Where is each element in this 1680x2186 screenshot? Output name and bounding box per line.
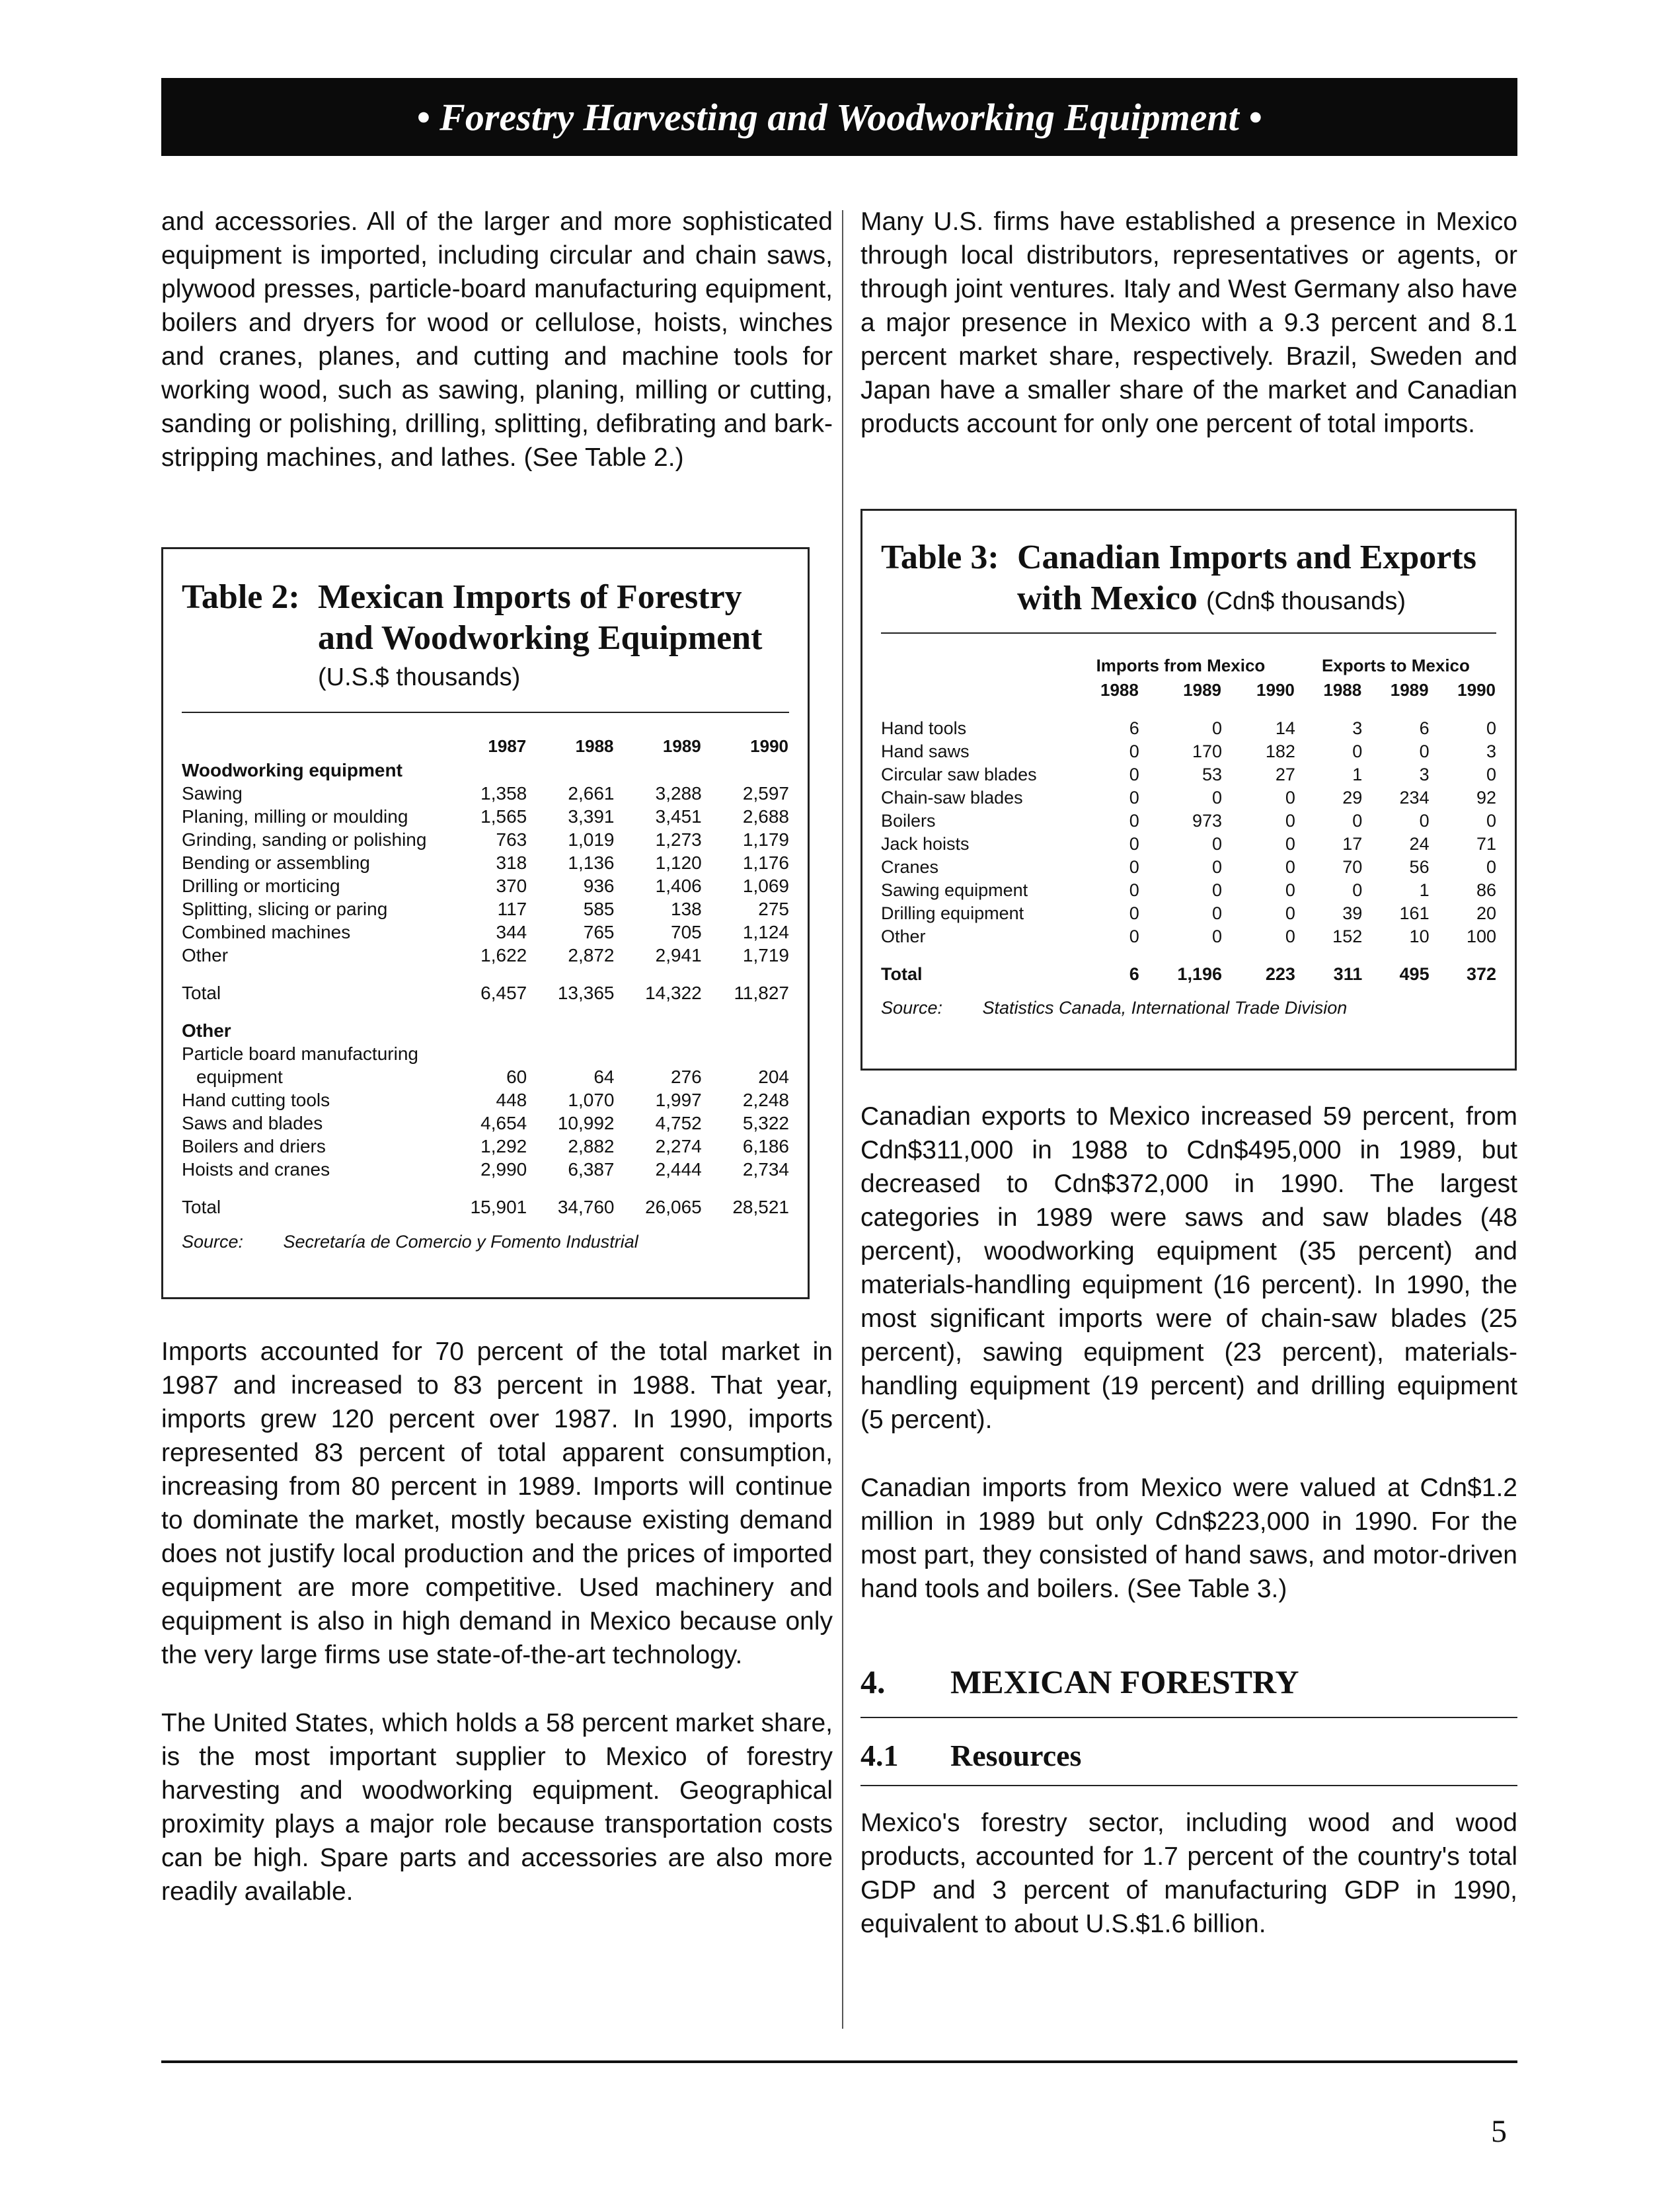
table-cell: 0 — [1486, 857, 1496, 877]
table-cell: 1,124 — [742, 922, 789, 942]
table-cell: 973 — [1192, 811, 1222, 831]
table-2-source — [182, 1232, 789, 1252]
table-cell: 1,622 — [480, 945, 527, 965]
section-41-number: 4.1 — [860, 1739, 899, 1772]
table-cell: 182 — [1265, 741, 1295, 761]
table-3-year: 1988 — [1100, 680, 1139, 700]
table-cell: 0 — [1285, 880, 1295, 900]
table-row-label: Total — [182, 983, 221, 1003]
running-header — [161, 78, 1517, 156]
table-cell: 1,273 — [655, 829, 702, 850]
table-cell: 0 — [1211, 903, 1222, 923]
table-cell: 17 — [1342, 834, 1363, 854]
right-paragraph-4: Mexico's forestry sector, including wood and wood products, accounted for 1.7 percent of the country's total GDP and 3 percent of manufacturing GDP in 1990, equivalent to about U.S.$1.6 billion. — [860, 1809, 1517, 1938]
footer-rule — [161, 2060, 1517, 2063]
table-row — [881, 786, 1496, 810]
table-cell: 1,120 — [655, 852, 702, 873]
table-cell: 2,444 — [655, 1159, 702, 1180]
table-cell: 0 — [1129, 788, 1139, 808]
table-row-label: Hand tools — [881, 718, 967, 738]
table-3-year: 1988 — [1323, 680, 1362, 700]
table-cell: 0 — [1211, 788, 1222, 808]
table-3-group-exports: Exports to Mexico — [1321, 656, 1470, 675]
table-row-label: Jack hoists — [881, 834, 970, 854]
table-cell: 0 — [1129, 880, 1139, 900]
table-row — [881, 717, 1496, 740]
table-cell: 495 — [1399, 964, 1430, 984]
table-row — [182, 1158, 789, 1181]
table-cell: 1,997 — [655, 1090, 702, 1110]
table-cell: 1,565 — [480, 806, 527, 827]
table-row-label: Hand saws — [881, 741, 970, 761]
table-row-label: Total — [182, 1197, 221, 1217]
table-cell: 0 — [1419, 811, 1430, 831]
table-cell: 39 — [1342, 903, 1363, 923]
table-cell: 152 — [1332, 926, 1363, 946]
left-paragraph-2: Imports accounted for 70 percent of the total market in 1987 and increased to 83 percent in 1988. That year, imports grew 120 percent over 1987. In 1990, imports represented 83 percent of total apparent consumption, increasing from 80 percent in 1989. Imports will continue to dominate the market, mostly because existing demand does not justify local production and the prices of imported equipment are more competitive. Used machinery and equipment is also in high demand in Mexico because only the very large firms use state-of-the-art technology. — [161, 1338, 833, 1669]
table-row-label: Other — [182, 945, 229, 965]
section-4-heading — [860, 1663, 1517, 1701]
table-cell: 0 — [1486, 718, 1496, 738]
table-3-source-text: Statistics Canada, International Trade Division — [982, 998, 1348, 1018]
table-cell: 11,827 — [734, 983, 789, 1003]
table-row-label: Total — [881, 964, 923, 984]
table-cell: 276 — [671, 1067, 702, 1087]
table-3-group-row — [881, 654, 1496, 678]
table-cell: 70 — [1342, 857, 1363, 877]
table-row-label: Hoists and cranes — [182, 1159, 330, 1180]
table-cell: 100 — [1466, 926, 1496, 946]
table-row-label: equipment — [196, 1067, 283, 1087]
table-cell: 4,654 — [480, 1113, 527, 1133]
table-row — [182, 851, 789, 874]
table-3-year: 1989 — [1183, 680, 1221, 700]
table-cell: 27 — [1275, 765, 1295, 784]
table-cell: 28,521 — [732, 1197, 789, 1217]
table-row — [182, 1112, 789, 1135]
table-cell: 6 — [1129, 964, 1139, 984]
table-cell: 92 — [1476, 788, 1496, 808]
table-row-label: Sawing — [182, 783, 243, 804]
table-2-section-label: Other — [182, 1020, 231, 1041]
table-row — [881, 963, 1496, 986]
table-cell: 53 — [1202, 765, 1222, 784]
table-row — [182, 1088, 789, 1112]
table-cell: 448 — [496, 1090, 527, 1110]
section-41-heading — [860, 1738, 1517, 1773]
table-cell: 372 — [1466, 964, 1496, 984]
table-2 — [161, 547, 810, 1299]
table-cell: 6,387 — [568, 1159, 615, 1180]
table-row-label: Hand cutting tools — [182, 1090, 330, 1110]
table-row — [182, 805, 789, 828]
table-cell: 1 — [1352, 765, 1363, 784]
table-cell: 234 — [1399, 788, 1430, 808]
table-cell: 60 — [506, 1067, 527, 1087]
table-2-year: 1989 — [662, 736, 701, 756]
table-cell: 318 — [496, 852, 527, 873]
table-cell: 0 — [1211, 718, 1222, 738]
table-cell: 0 — [1419, 741, 1430, 761]
table-cell: 2,872 — [568, 945, 615, 965]
table-cell: 0 — [1352, 880, 1363, 900]
table-cell: 1,196 — [1177, 964, 1222, 984]
table-cell: 1,136 — [568, 852, 615, 873]
table-cell: 6 — [1129, 718, 1139, 738]
table-cell: 3 — [1486, 741, 1496, 761]
table-3-group-imports: Imports from Mexico — [1096, 656, 1266, 675]
table-cell: 13,365 — [557, 983, 615, 1003]
table-cell: 1,069 — [742, 876, 789, 896]
table-cell: 585 — [583, 899, 615, 919]
table-3-year-row — [881, 678, 1496, 702]
table-cell: 763 — [496, 829, 527, 850]
table-cell: 56 — [1409, 857, 1430, 877]
table-2-year: 1990 — [750, 736, 788, 756]
table-cell: 2,882 — [568, 1136, 615, 1156]
section-41-rule — [860, 1785, 1517, 1786]
table-cell: 2,990 — [480, 1159, 527, 1180]
table-row — [881, 833, 1496, 856]
table-row-label: Splitting, slicing or paring — [182, 899, 388, 919]
table-3-year: 1990 — [1457, 680, 1496, 700]
table-row — [881, 879, 1496, 902]
table-cell: 64 — [593, 1067, 615, 1087]
right-paragraph-1: Many U.S. firms have established a presence in Mexico through local distributors, representatives or agents, or through joint ventures. Italy and West Germany also have a major presence in Mexico with a 9.3 percent and 8.1 percent market share, respectively. Brazil, Sweden and Japan have a smaller share of the market and Canadian products account for only one percent of total imports. — [860, 207, 1517, 438]
table-cell: 29 — [1342, 788, 1363, 808]
table-cell: 24 — [1409, 834, 1430, 854]
table-2-row-label: Particle board manufacturing — [182, 1043, 418, 1064]
table-cell: 0 — [1129, 926, 1139, 946]
table-row-label: Drilling equipment — [881, 903, 1024, 923]
table-cell: 3 — [1419, 765, 1430, 784]
table-cell: 0 — [1285, 903, 1295, 923]
section-4-number: 4. — [860, 1663, 886, 1700]
table-2-rule — [182, 712, 789, 713]
table-row — [182, 1065, 789, 1088]
table-cell: 117 — [497, 899, 527, 919]
table-3-year: 1990 — [1256, 680, 1295, 700]
table-cell: 14,322 — [645, 983, 702, 1003]
table-cell: 0 — [1285, 926, 1295, 946]
table-row — [881, 810, 1496, 833]
table-row — [182, 828, 789, 851]
table-3-title-line1: Canadian Imports and Exports — [1017, 539, 1476, 576]
table-cell: 2,661 — [568, 783, 615, 804]
table-cell: 0 — [1285, 788, 1295, 808]
table-cell: 936 — [583, 876, 615, 896]
table-cell: 20 — [1476, 903, 1496, 923]
table-cell: 6,186 — [742, 1136, 789, 1156]
section-4-rule — [860, 1717, 1517, 1718]
table-cell: 1,406 — [655, 876, 702, 896]
table-row-label: Combined machines — [182, 922, 351, 942]
table-cell: 5,322 — [742, 1113, 789, 1133]
table-cell: 765 — [583, 922, 615, 942]
table-2-label: Table 2: — [182, 578, 300, 616]
table-cell: 0 — [1211, 834, 1222, 854]
table-cell: 275 — [758, 899, 789, 919]
table-2-unit: (U.S.$ thousands) — [318, 663, 521, 691]
table-cell: 4,752 — [655, 1113, 702, 1133]
table-row-label: Boilers — [881, 811, 936, 831]
table-row — [182, 897, 789, 921]
table-3 — [860, 509, 1517, 1071]
table-row-label: Drilling or morticing — [182, 876, 340, 896]
table-row — [182, 981, 789, 1004]
table-row-label: Circular saw blades — [881, 765, 1037, 784]
table-2-source-label: Source: — [182, 1232, 244, 1252]
table-cell: 0 — [1211, 857, 1222, 877]
table-3-year: 1989 — [1390, 680, 1429, 700]
table-cell: 1,176 — [742, 852, 789, 873]
table-cell: 1,179 — [742, 829, 789, 850]
table-row-label: Bending or assembling — [182, 852, 370, 873]
table-cell: 0 — [1211, 880, 1222, 900]
table-row-label: Saws and blades — [182, 1113, 323, 1133]
table-row — [881, 740, 1496, 763]
table-row — [182, 874, 789, 897]
table-cell: 344 — [496, 922, 527, 942]
table-cell: 0 — [1129, 903, 1139, 923]
table-row-label: Cranes — [881, 857, 939, 877]
table-cell: 0 — [1285, 834, 1295, 854]
table-2-title — [182, 577, 789, 696]
table-cell: 170 — [1192, 741, 1222, 761]
table-2-grid — [182, 734, 789, 1219]
table-row-label: Grinding, sanding or polishing — [182, 829, 427, 850]
table-row-label: Chain-saw blades — [881, 788, 1023, 808]
table-row — [182, 1195, 789, 1219]
table-cell: 0 — [1486, 765, 1496, 784]
table-3-source-label: Source: — [881, 998, 943, 1018]
table-cell: 1 — [1419, 880, 1430, 900]
table-cell: 6 — [1419, 718, 1430, 738]
table-cell: 34,760 — [557, 1197, 615, 1217]
table-cell: 3 — [1352, 718, 1363, 738]
table-cell: 2,597 — [742, 783, 789, 804]
table-cell: 0 — [1129, 741, 1139, 761]
table-3-title-line2: with Mexico — [1017, 580, 1198, 617]
table-cell: 6,457 — [480, 983, 527, 1003]
table-3-unit: (Cdn$ thousands) — [1205, 587, 1406, 615]
table-cell: 3,391 — [568, 806, 615, 827]
table-cell: 0 — [1285, 857, 1295, 877]
table-row — [881, 763, 1496, 786]
table-3-source — [881, 998, 1496, 1018]
table-cell: 1,292 — [480, 1136, 527, 1156]
table-cell: 2,734 — [742, 1159, 789, 1180]
table-cell: 0 — [1486, 811, 1496, 831]
running-header-title: • Forestry Harvesting and Woodworking Equipment • — [416, 95, 1262, 139]
right-paragraph-2: Canadian exports to Mexico increased 59 percent, from Cdn$311,000 in 1988 to Cdn$495,000 in 1989, but decreased to Cdn$372,000 in 1990. The largest categories in 1989 were saws and saw blades (48 percent), woodworking equipment (35 percent) and materials-handling equipment (16 percent). In 1990, the most significant imports were of chain-saw blades (25 percent), sawing equipment (23 percent), materials-handling equipment (19 percent) and drilling equipment (5 percent). — [860, 1102, 1517, 1434]
table-3-rule — [881, 632, 1496, 634]
table-row-label: Sawing equipment — [881, 880, 1028, 900]
table-row — [881, 902, 1496, 925]
table-row — [182, 1135, 789, 1158]
table-row-label: Other — [881, 926, 926, 946]
table-cell: 161 — [1399, 903, 1430, 923]
table-2-year: 1987 — [488, 736, 527, 756]
table-cell: 0 — [1352, 811, 1363, 831]
column-divider — [842, 210, 843, 2029]
table-cell: 0 — [1211, 926, 1222, 946]
table-row — [182, 782, 789, 805]
table-cell: 71 — [1476, 834, 1496, 854]
left-paragraph-1: and accessories. All of the larger and more sophisticated equipment is imported, including circular and chain saws, plywood presses, particle-board manufacturing equipment, boilers and dryers for wood or cellulose, hoists, winches and cranes, planes, and cutting and machine tools for working wood, such as sawing, planing, milling or cutting, sanding or polishing, drilling, splitting, defibrating and bark-stripping machines, and lathes. (See Table 2.) — [161, 207, 833, 472]
table-2-title-line1: Mexican Imports of Forestry — [318, 578, 742, 616]
table-cell: 0 — [1129, 857, 1139, 877]
table-cell: 1,070 — [568, 1090, 615, 1110]
right-paragraph-3: Canadian imports from Mexico were valued at Cdn$1.2 million in 1989 but only Cdn$223,000 in 1990. For the most part, they consisted of hand saws, and motor-driven hand tools and boilers. (See Table 3.) — [860, 1474, 1517, 1603]
table-cell: 0 — [1129, 834, 1139, 854]
table-cell: 2,941 — [655, 945, 702, 965]
table-cell: 0 — [1129, 765, 1139, 784]
section-4-title: MEXICAN FORESTRY — [950, 1663, 1299, 1700]
table-2-title-line2: and Woodworking Equipment — [318, 619, 763, 657]
table-cell: 86 — [1476, 880, 1496, 900]
table-cell: 14 — [1275, 718, 1295, 738]
table-3-label: Table 3: — [881, 539, 999, 576]
table-cell: 2,248 — [742, 1090, 789, 1110]
table-cell: 705 — [671, 922, 702, 942]
section-41-title: Resources — [950, 1739, 1082, 1772]
left-column — [161, 205, 833, 474]
table-cell: 1,019 — [568, 829, 615, 850]
table-3-title — [881, 537, 1496, 622]
table-cell: 1,719 — [742, 945, 789, 965]
table-cell: 15,901 — [470, 1197, 527, 1217]
table-cell: 370 — [496, 876, 527, 896]
table-2-header-row — [182, 734, 789, 759]
table-3-grid — [881, 654, 1496, 986]
table-cell: 0 — [1352, 741, 1363, 761]
table-cell: 0 — [1285, 811, 1295, 831]
table-cell: 311 — [1333, 964, 1363, 984]
table-row — [881, 925, 1496, 948]
table-cell: 0 — [1129, 811, 1139, 831]
table-cell: 2,274 — [655, 1136, 702, 1156]
table-row-label: Planing, milling or moulding — [182, 806, 408, 827]
table-cell: 1,358 — [480, 783, 527, 804]
table-row-label: Boilers and driers — [182, 1136, 326, 1156]
table-cell: 3,288 — [655, 783, 702, 804]
page-number: 5 — [1491, 2114, 1507, 2149]
table-2-source-text: Secretaría de Comercio y Fomento Industrial — [283, 1232, 638, 1252]
table-row — [182, 921, 789, 944]
table-cell: 2,688 — [742, 806, 789, 827]
table-cell: 3,451 — [655, 806, 702, 827]
table-row — [182, 944, 789, 967]
right-column-lower — [860, 1100, 1517, 1941]
table-cell: 138 — [671, 899, 702, 919]
table-cell: 204 — [758, 1067, 789, 1087]
table-cell: 10,992 — [557, 1113, 615, 1133]
table-cell: 26,065 — [645, 1197, 702, 1217]
table-2-year: 1988 — [575, 736, 614, 756]
table-cell: 223 — [1265, 964, 1295, 984]
right-column — [860, 205, 1517, 441]
table-row — [881, 856, 1496, 879]
table-2-section-label: Woodworking equipment — [182, 760, 402, 780]
left-column-lower — [161, 1335, 833, 1908]
left-paragraph-3: The United States, which holds a 58 percent market share, is the most important supplier to Mexico of forestry harvesting and woodworking equipment. Geographical proximity plays a major role because transportation costs can be high. Spare parts and accessories are also more readily available. — [161, 1709, 833, 1906]
table-cell: 10 — [1409, 926, 1430, 946]
